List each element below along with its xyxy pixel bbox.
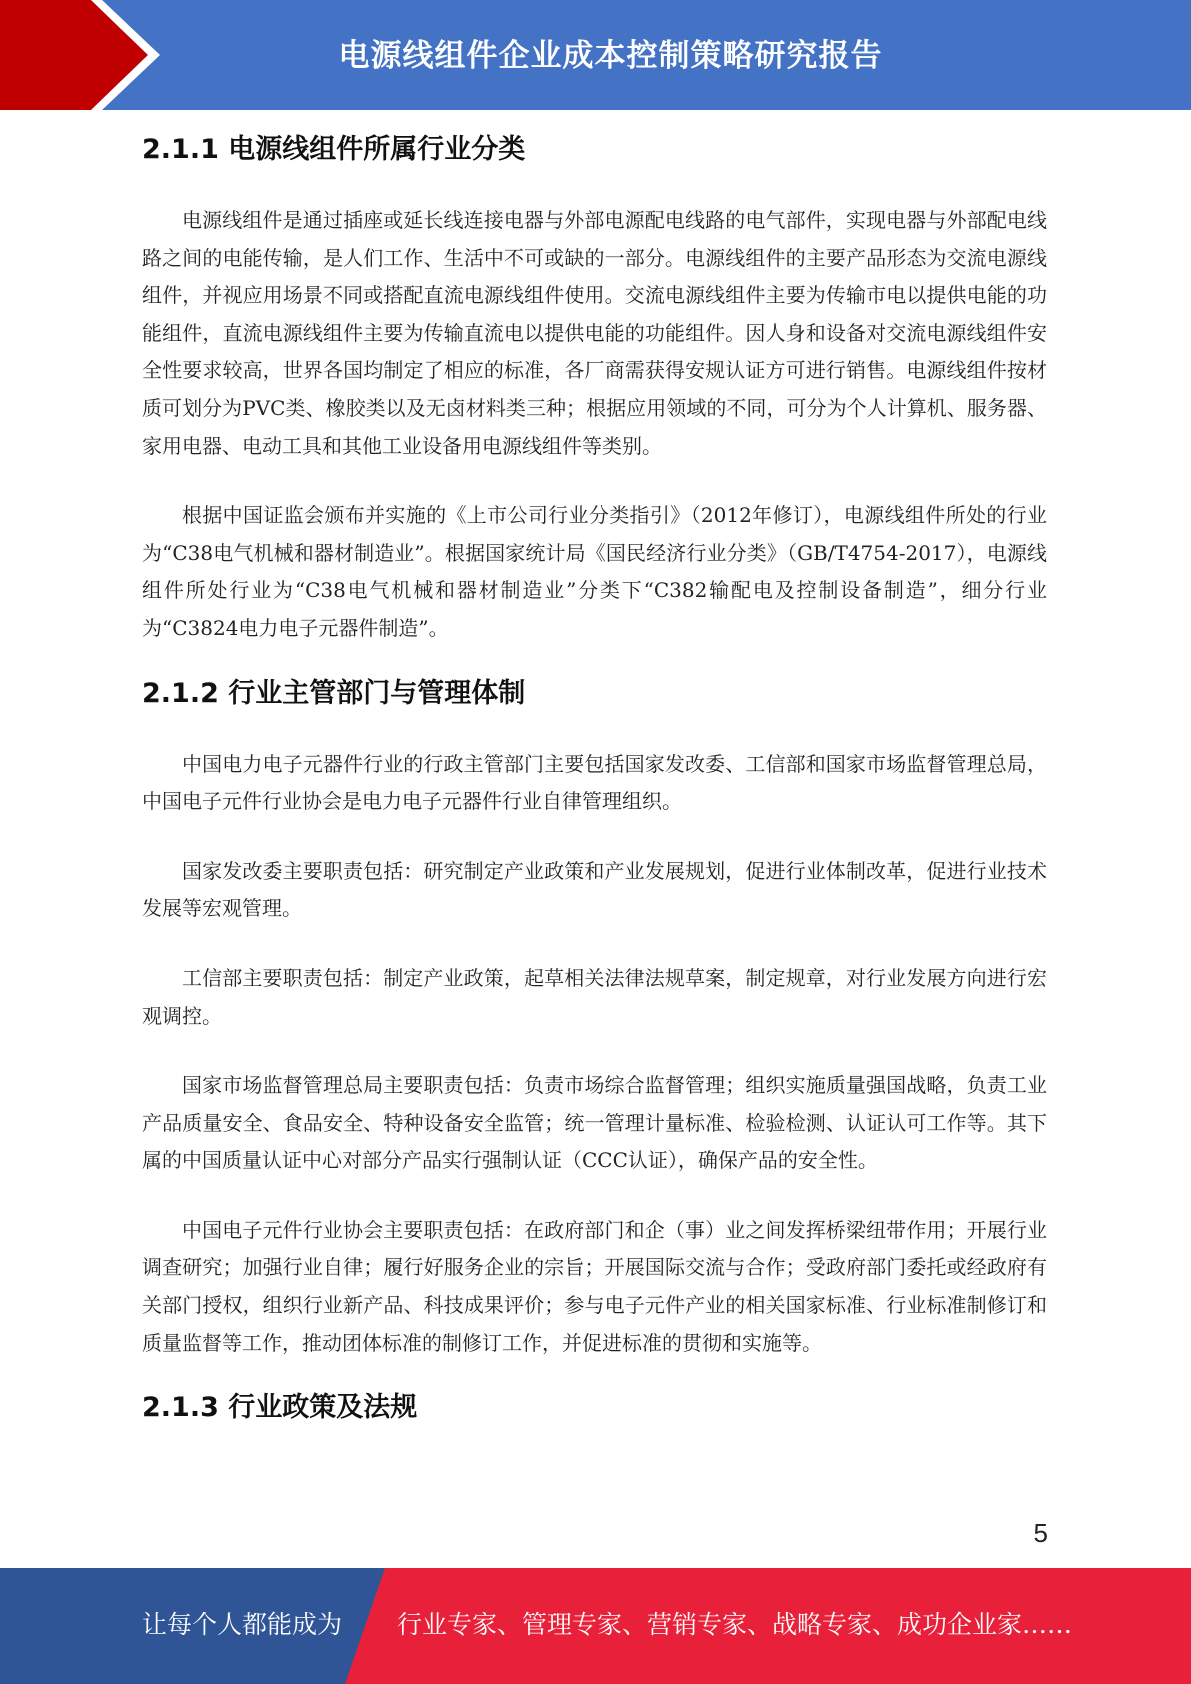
paragraph: 国家市场监督管理总局主要职责包括：负责市场综合监督管理；组织实施质量强国战略，负责工业产品质量安全、食品安全、特种设备安全监管；统一管理计量标准、检验检测、认证认可工作等。其下属的中国质量认证中心对部分产品实行强制认证（CCC认证），确保产品的安全性。 <box>142 1073 1047 1173</box>
document-body <box>142 130 1047 1428</box>
footer-slogan-left: 让每个人都能成为 <box>142 1610 343 1639</box>
paragraph: 中国电子元件行业协会主要职责包括：在政府部门和企（事）业之间发挥桥梁纽带作用；开展行业调查研究；加强行业自律；履行好服务企业的宗旨；开展国际交流与合作；受政府部门委托或经政府有关部门授权，组织行业新产品、科技成果评价；参与电子元件产业的相关国家标准、行业标准制修订和质量监督等工作，推动团体标准的制修订工作，并促进标准的贯彻和实施等。 <box>142 1217 1047 1355</box>
section-heading-2-1-3: 2.1.3 行业政策及法规 <box>142 1392 418 1424</box>
paragraph: 工信部主要职责包括：制定产业政策，起草相关法律法规草案，制定规章，对行业发展方向进行宏观调控。 <box>142 965 1047 1028</box>
footer-slogan-right: 行业专家、管理专家、营销专家、战略专家、成功企业家…… <box>397 1610 1073 1639</box>
page-footer <box>0 1568 1191 1684</box>
paragraph: 电源线组件是通过插座或延长线连接电器与外部电源配电线路的电气部件，实现电器与外部配电线路之间的电能传输，是人们工作、生活中不可或缺的一部分。电源线组件的主要产品形态为交流电源线组件，并视应用场景不同或搭配直流电源线组件使用。交流电源线组件主要为传输市电以提供电能的功能组件，直流电源线组件主要为传输直流电以提供电能的功能组件。因人身和设备对交流电源线组件安全性要求较高，世界各国均制定了相应的标准，各厂商需获得安规认证方可进行销售。电源线组件按材质可划分为PVC类、橡胶类以及无卤材料类三种；根据应用领域的不同，可分为个人计算机、服务器、家用电器、电动工具和其他工业设备用电源线组件等类别。 <box>142 208 1047 458</box>
paragraph: 中国电力电子元器件行业的行政主管部门主要包括国家发改委、工信部和国家市场监督管理总局，中国电子元件行业协会是电力电子元器件行业自律管理组织。 <box>142 751 1047 814</box>
report-title: 电源线组件企业成本控制策略研究报告 <box>338 38 883 74</box>
section-heading-2-1-1: 2.1.1 电源线组件所属行业分类 <box>142 134 526 165</box>
paragraph: 根据中国证监会颁布并实施的《上市公司行业分类指引》（2012年修订），电源线组件所处的行业为“C38电气机械和器材制造业”。根据国家统计局《国民经济行业分类》（GB/T4754-2017），电源线组件所处行业为“C38电气机械和器材制造业”分类下“C382输配电及控制设备制造”，细分行业为“C3824电力电子元器件制造”。 <box>142 503 1047 640</box>
page-header <box>0 0 1191 110</box>
section-heading-2-1-2: 2.1.2 行业主管部门与管理体制 <box>142 677 526 709</box>
paragraph: 国家发改委主要职责包括：研究制定产业政策和产业发展规划，促进行业体制改革，促进行业技术发展等宏观管理。 <box>142 858 1047 921</box>
page-number: 5 <box>1033 1518 1048 1548</box>
